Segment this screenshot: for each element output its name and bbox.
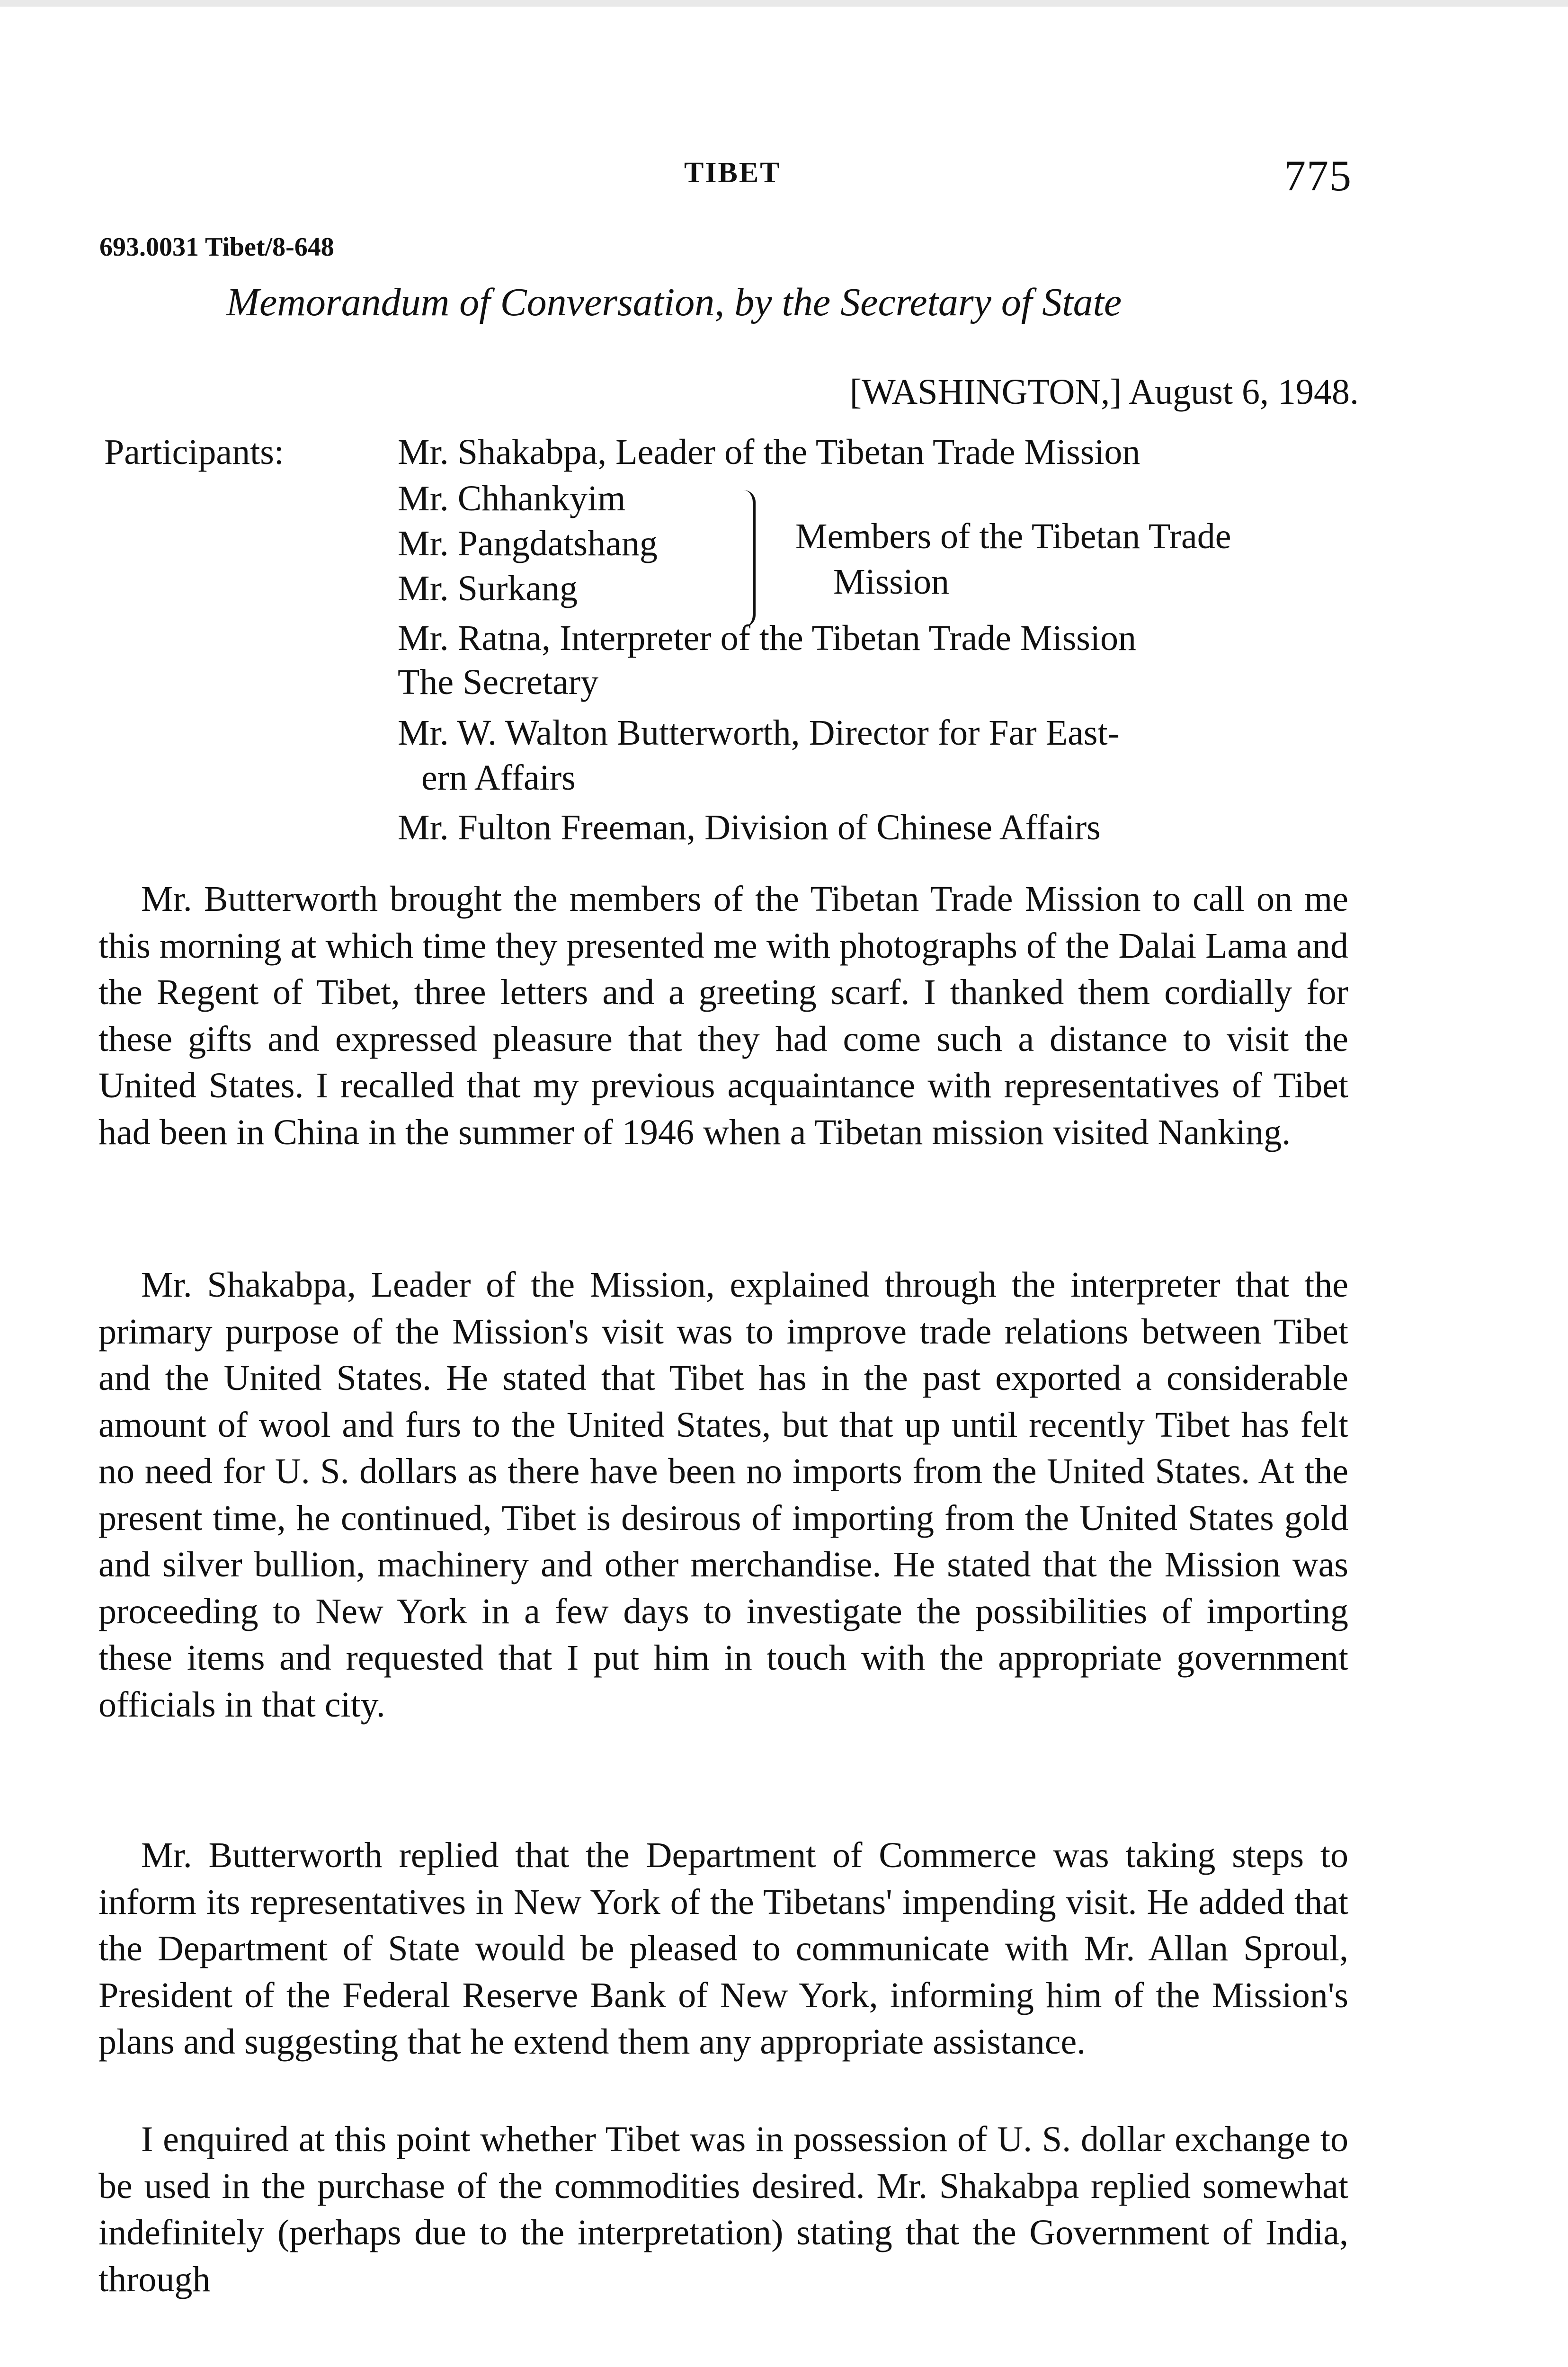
trade-mission-members-note <box>795 514 1363 605</box>
participant-shakabpa: Mr. Shakabpa, Leader of the Tibetan Trade Mission <box>398 432 1140 472</box>
participant-secretary: The Secretary <box>398 662 599 702</box>
participant-pangdatshang: Mr. Pangdatshang <box>398 524 658 563</box>
document-title: Memorandum of Conversation, by the Secretary of State <box>226 280 1122 324</box>
body-paragraph-1: Mr. Butterworth brought the members of the Tibetan Trade Mission to call on me this morning at which time they presented me with photographs of the Dalai Lama and the Regent of Tibet, three letters and a greeting scarf. I thanked them cordially for these gifts and expressed pleasure that they had come such a distance to visit the United States. I recalled that my previous acquaintance with representatives of Tibet had been in China in the summer of 1946 when a Tibetan mission visited Nanking. <box>98 879 1348 1152</box>
group-note-line1: Members of the Tibetan Trade <box>795 516 1231 556</box>
participant-ratna: Mr. Ratna, Interpreter of the Tibetan Trade Mission <box>398 618 1136 658</box>
participant-freeman: Mr. Fulton Freeman, Division of Chinese Affairs <box>398 808 1101 847</box>
participants-label: Participants: <box>104 432 284 472</box>
file-number: 693.0031 Tibet/8-648 <box>99 232 334 262</box>
participant-butterworth-continued: ern Affairs <box>421 758 576 798</box>
running-head: TIBET <box>684 157 781 189</box>
body-paragraph-2: Mr. Shakabpa, Leader of the Mission, explained through the interpreter that the primary purpose of the Mission's visit was to improve trade relations between Tibet and the United States. He stated that Tibet has in the past exported a considerable amount of wool and furs to the United States, but that up until recently Tibet has felt no need for U. S. dollars as there have been no imports from the United States. At the present time, he continued, Tibet is desirous of importing from the United States gold and silver bullion, machinery and other merchandise. He stated that the Mission was proceeding to New York in a few days to investigate the possibilities of importing these items and requested that I put him in touch with the appropriate government officials in that city. <box>98 1265 1348 1725</box>
participants-brace <box>739 490 756 627</box>
participant-surkang: Mr. Surkang <box>398 569 578 608</box>
scan-edge <box>0 0 1568 7</box>
body-paragraph-3: Mr. Butterworth replied that the Department of Commerce was taking steps to inform its representatives in New York of the Tibetans' impending visit. He added that the Department of State would be pleased to communicate with Mr. Allan Sproul, President of the Federal Reserve Bank of New York, informing him of the Mission's plans and suggesting that he extend them any appropriate assistance. <box>98 1835 1348 2062</box>
participant-butterworth: Mr. W. Walton Butterworth, Director for Far East- <box>398 713 1120 753</box>
group-note-line2: Mission <box>833 562 949 602</box>
page-number: 775 <box>1284 151 1352 200</box>
dateline: [WASHINGTON,] August 6, 1948. <box>849 372 1359 412</box>
participant-chhankyim: Mr. Chhankyim <box>398 479 626 518</box>
body-paragraph-4: I enquired at this point whether Tibet was in possession of U. S. dollar exchange to be used in the purchase of the commodities desired. Mr. Shakabpa replied somewhat indefinitely (perhaps due to the interpretation) stating that the Government of India, through <box>98 2119 1348 2299</box>
